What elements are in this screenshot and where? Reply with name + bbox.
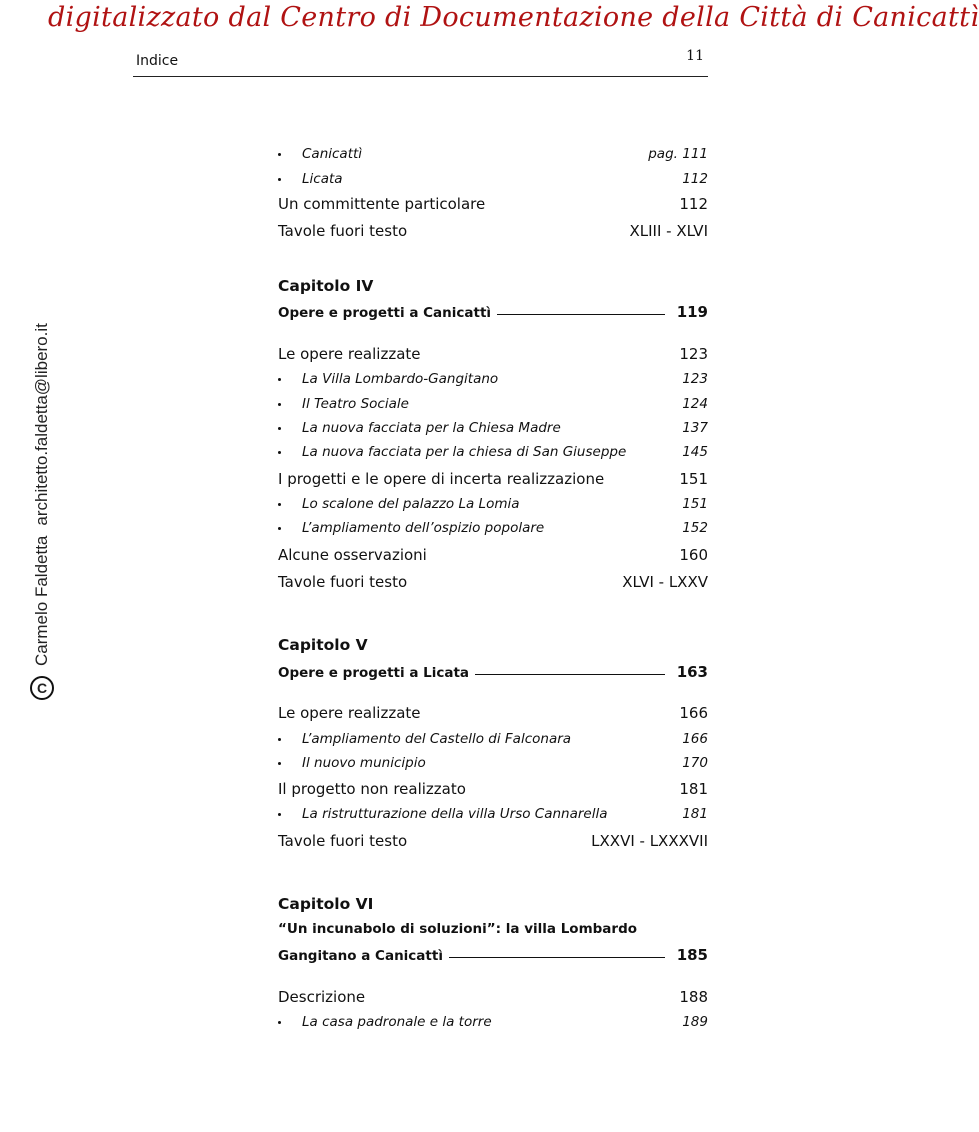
- bullet-icon: [278, 178, 281, 181]
- toc-label: Opere e progetti a Canicattì: [278, 305, 492, 321]
- toc-page-number: 152: [682, 520, 708, 536]
- toc-sub-row: [278, 496, 708, 512]
- author-email: architetto.faldetta@libero.it: [32, 323, 51, 526]
- toc-label: Il Teatro Sociale: [302, 396, 409, 412]
- bullet-icon: [278, 153, 281, 156]
- toc-page-number: 123: [679, 345, 708, 363]
- toc-page-number: 170: [682, 755, 708, 771]
- toc-sub-row: [278, 171, 708, 187]
- toc-sub-row: [278, 396, 708, 412]
- bullet-icon: [278, 403, 281, 406]
- toc-entry-row: [278, 832, 708, 850]
- leader-line: [497, 314, 665, 315]
- toc-label: Canicattì: [302, 146, 363, 162]
- toc-chapter-row: [278, 277, 708, 295]
- bullet-icon: [278, 1021, 281, 1024]
- toc-entry-row: [278, 195, 708, 213]
- bullet-icon: [278, 427, 281, 430]
- side-credit: [30, 323, 54, 700]
- toc-page-number: 123: [682, 371, 708, 387]
- toc-page-number: XLIII - XLVI: [629, 222, 708, 240]
- bullet-icon: [278, 813, 281, 816]
- toc-page-number: 145: [682, 444, 708, 460]
- toc-label: La Villa Lombardo-Gangitano: [302, 371, 499, 387]
- bullet-icon: [278, 527, 281, 530]
- toc-page-number: 119: [676, 303, 708, 321]
- toc-sub-row: [278, 420, 708, 436]
- toc-page-number: 151: [679, 470, 708, 488]
- toc-label: Un committente particolare: [278, 195, 486, 213]
- toc-label: La casa padronale e la torre: [302, 1014, 492, 1030]
- toc-sub-row: [278, 731, 708, 747]
- toc-label: La nuova facciata per la Chiesa Madre: [302, 420, 561, 436]
- toc-label: Licata: [302, 171, 343, 187]
- toc-label: La nuova facciata per la chiesa di San Giuseppe: [302, 444, 627, 460]
- toc-label: Il progetto non realizzato: [278, 780, 466, 798]
- toc-label: L’ampliamento dell’ospizio popolare: [302, 520, 545, 536]
- toc-label: Il nuovo municipio: [302, 755, 426, 771]
- toc-label: La ristrutturazione della villa Urso Cannarella: [302, 806, 608, 822]
- toc-sub-row: [278, 520, 708, 536]
- toc-page-number: 188: [679, 988, 708, 1006]
- toc-sub-row: [278, 1014, 708, 1030]
- toc-entry-row: [278, 704, 708, 722]
- toc-label: Capitolo V: [278, 636, 368, 654]
- toc-page-number: XLVI - LXXV: [622, 573, 708, 591]
- toc-label: Capitolo IV: [278, 277, 374, 295]
- page-header: [133, 48, 708, 77]
- toc-part-row: [278, 946, 708, 964]
- bullet-icon: [278, 762, 281, 765]
- toc-label: Tavole fuori testo: [278, 222, 408, 240]
- toc-sub-row: [278, 806, 708, 822]
- toc-label: Opere e progetti a Licata: [278, 665, 470, 681]
- toc-sub-row: [278, 755, 708, 771]
- toc-sub-row: [278, 371, 708, 387]
- toc-label: Descrizione: [278, 988, 366, 1006]
- toc-entry-row: [278, 573, 708, 591]
- toc-entry-row: [278, 345, 708, 363]
- copyright-icon: C: [30, 676, 54, 700]
- toc-label: Lo scalone del palazzo La Lomia: [302, 496, 520, 512]
- toc-sub-row: [278, 146, 708, 162]
- toc-page-number: 137: [682, 420, 708, 436]
- toc-sub-row: [278, 444, 708, 460]
- toc-label: “Un incunabolo di soluzioni”: la villa Lombardo: [278, 921, 638, 937]
- toc-label: Tavole fuori testo: [278, 573, 408, 591]
- toc-page-number: 181: [682, 806, 708, 822]
- toc-part-row: [278, 303, 708, 321]
- toc-entry-row: [278, 470, 708, 488]
- toc-page-number: 124: [682, 396, 708, 412]
- toc-page-number: pag. 111: [648, 146, 708, 162]
- toc-label: I progetti e le opere di incerta realizzazione: [278, 470, 605, 488]
- toc-label: Tavole fuori testo: [278, 832, 408, 850]
- toc-page-number: 151: [682, 496, 708, 512]
- bullet-icon: [278, 451, 281, 454]
- toc-page-number: 112: [682, 171, 708, 187]
- toc-label: Alcune osservazioni: [278, 546, 427, 564]
- leader-line: [475, 674, 665, 675]
- toc-part-line-row: [278, 921, 708, 937]
- bullet-icon: [278, 738, 281, 741]
- toc-page-number: 166: [679, 704, 708, 722]
- toc-entry-row: [278, 780, 708, 798]
- toc-label: Gangitano a Canicattì: [278, 948, 443, 964]
- page-number: 11: [686, 48, 704, 64]
- bullet-icon: [278, 503, 281, 506]
- toc-page-number: 181: [679, 780, 708, 798]
- bullet-icon: [278, 378, 281, 381]
- toc-label: Capitolo VI: [278, 895, 374, 913]
- toc-chapter-row: [278, 895, 708, 913]
- toc-page-number: 185: [676, 946, 708, 964]
- section-title: Indice: [136, 53, 179, 69]
- toc-entry-row: [278, 546, 708, 564]
- toc-page-number: 189: [682, 1014, 708, 1030]
- toc-entry-row: [278, 988, 708, 1006]
- toc-label: Le opere realizzate: [278, 704, 421, 722]
- toc-page-number: 112: [679, 195, 708, 213]
- author-name: Carmelo Faldetta: [32, 535, 51, 666]
- toc-part-row: [278, 663, 708, 681]
- toc-page-number: 166: [682, 731, 708, 747]
- toc-entry-row: [278, 222, 708, 240]
- leader-line: [449, 957, 665, 958]
- toc-page-number: LXXVI - LXXXVII: [591, 832, 708, 850]
- toc-chapter-row: [278, 636, 708, 654]
- toc-page-number: 163: [676, 663, 708, 681]
- watermark-banner: digitalizzato dal Centro di Documentazione della Città di Canicattì: [48, 2, 979, 33]
- toc-label: L’ampliamento del Castello di Falconara: [302, 731, 572, 747]
- toc-label: Le opere realizzate: [278, 345, 421, 363]
- toc-page-number: 160: [679, 546, 708, 564]
